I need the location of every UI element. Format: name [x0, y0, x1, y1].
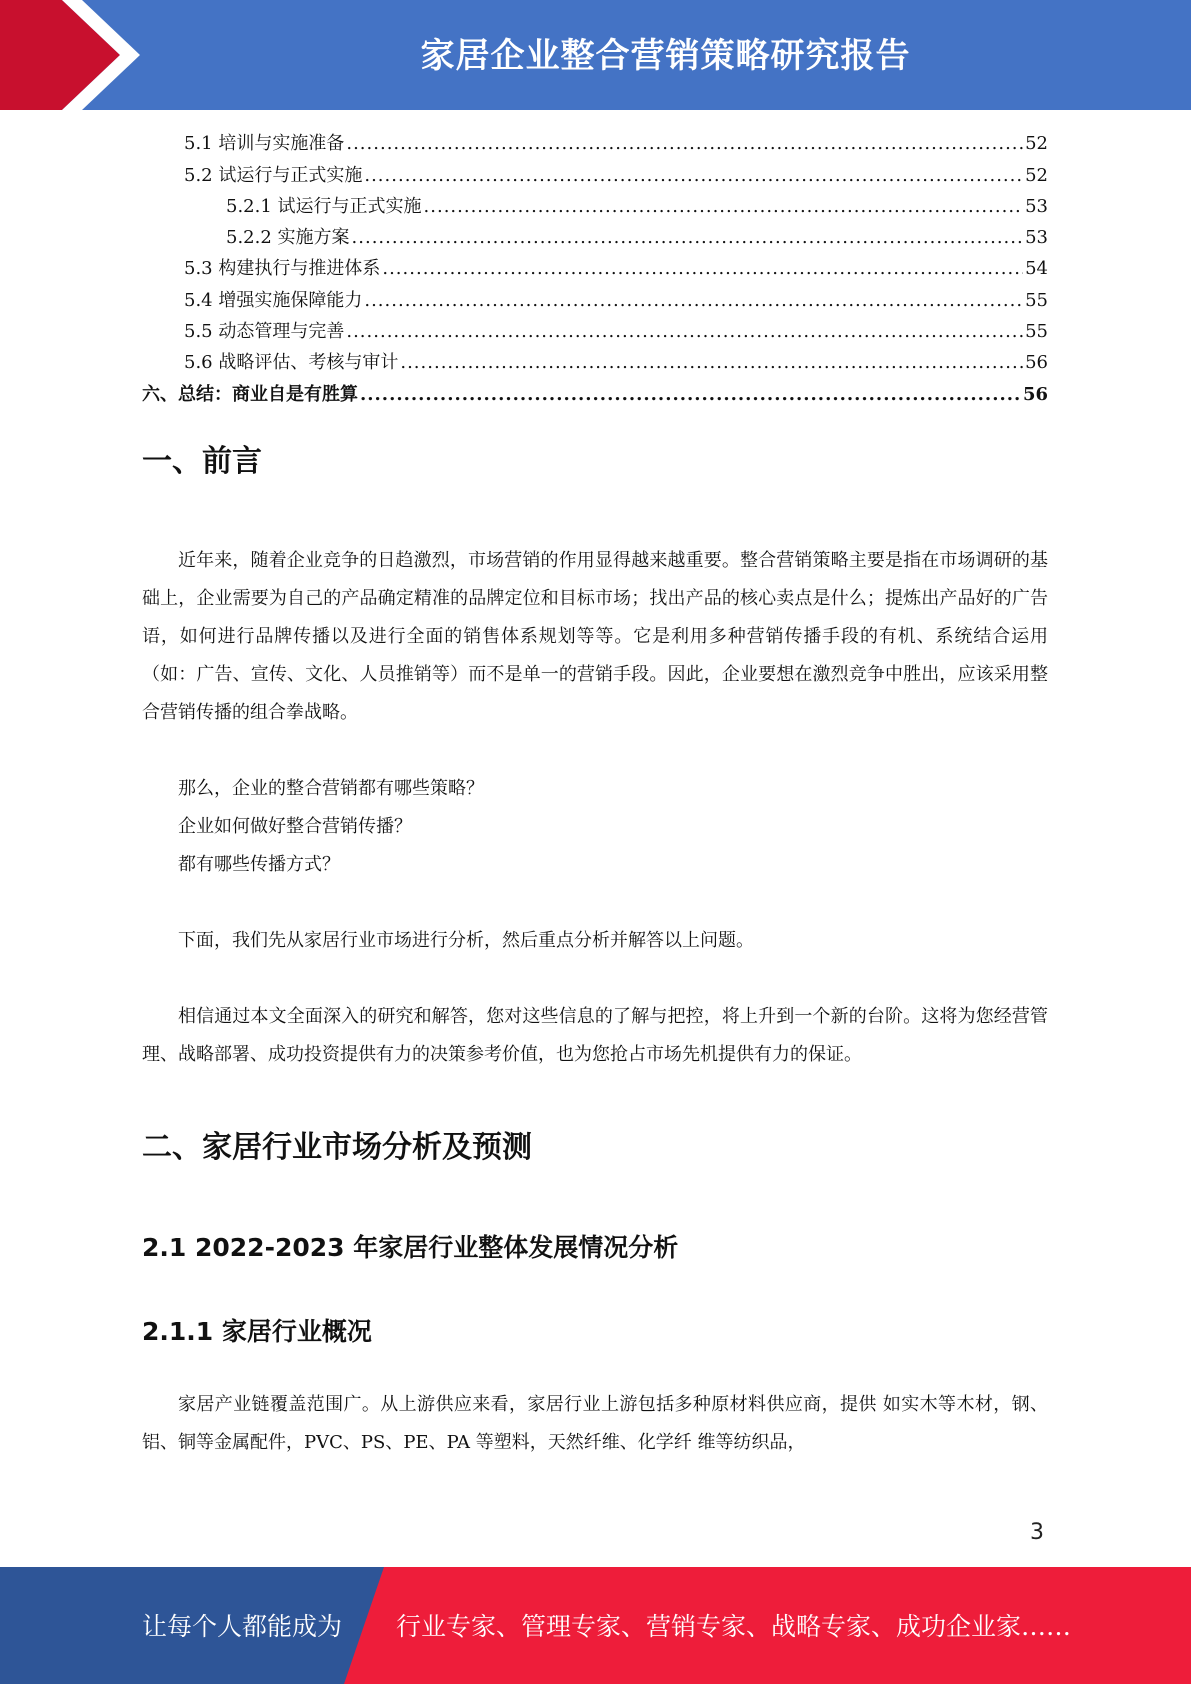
toc-entry-label: 六、总结：商业自是有胜算	[142, 383, 358, 405]
toc-entry-page: 56	[1022, 383, 1048, 405]
toc-entry[interactable]	[142, 159, 1048, 190]
toc-entry-page: 53	[1025, 227, 1048, 249]
toc-entry-label: 5.3 构建执行与推进体系	[184, 258, 381, 280]
toc-entry-page: 56	[1025, 352, 1048, 374]
section-heading-market-analysis: 二、家居行业市场分析及预测	[142, 1130, 532, 1165]
toc-entry[interactable]	[142, 378, 1048, 409]
toc-entry-page: 55	[1025, 321, 1048, 343]
toc-entry[interactable]	[142, 222, 1048, 253]
toc-leader-dots	[382, 253, 1023, 284]
table-of-contents	[142, 128, 1048, 410]
toc-entry[interactable]	[142, 316, 1048, 347]
question-1: 那么，企业的整合营销都有哪些策略？	[178, 778, 484, 799]
preface-paragraph-3: 相信通过本文全面深入的研究和解答，您对这些信息的了解与把控，将上升到一个新的台阶。这将为您经营管理、战略部署、成功投资提供有力的决策参考价值，也为您抢占市场先机提供有力的保证。	[142, 1006, 1048, 1065]
toc-entry[interactable]	[142, 128, 1048, 159]
toc-entry-label: 5.4 增强实施保障能力	[184, 289, 363, 311]
toc-leader-dots	[346, 128, 1023, 159]
toc-leader-dots	[364, 285, 1023, 316]
toc-leader-dots	[424, 191, 1024, 222]
footer-slogan-right: 行业专家、管理专家、营销专家、战略专家、成功企业家……	[396, 1612, 1072, 1641]
toc-entry[interactable]	[142, 347, 1048, 378]
toc-entry-label: 5.1 培训与实施准备	[184, 133, 345, 155]
preface-paragraph-2: 下面，我们先从家居行业市场进行分析，然后重点分析并解答以上问题。	[178, 930, 754, 951]
toc-entry-page: 52	[1025, 133, 1048, 155]
toc-entry-page: 53	[1025, 195, 1048, 217]
subsection-heading-2-1: 2.1 2022-2023 年家居行业整体发展情况分析	[142, 1233, 679, 1262]
subsection-heading-2-1-1: 2.1.1 家居行业概况	[142, 1317, 372, 1346]
toc-entry[interactable]	[142, 191, 1048, 222]
toc-entry-label: 5.5 动态管理与完善	[184, 321, 345, 343]
question-3: 都有哪些传播方式？	[178, 854, 340, 875]
footer-slogan-left: 让每个人都能成为	[142, 1612, 343, 1641]
page-number: 3	[1030, 1520, 1044, 1545]
toc-leader-dots	[346, 316, 1023, 347]
toc-entry-page: 55	[1025, 289, 1048, 311]
toc-leader-dots	[352, 222, 1024, 253]
toc-entry-label: 5.2.2 实施方案	[226, 227, 350, 249]
main-content	[142, 440, 1048, 1462]
document-title: 家居企业整合营销策略研究报告	[420, 36, 911, 76]
toc-entry-page: 52	[1025, 164, 1048, 186]
toc-entry[interactable]	[142, 284, 1048, 315]
toc-entry-page: 54	[1025, 258, 1048, 280]
question-2: 企业如何做好整合营销传播？	[178, 816, 412, 837]
toc-leader-dots	[364, 160, 1023, 191]
industry-overview-paragraph: 家居产业链覆盖范围广。从上游供应来看，家居行业上游包括多种原材料供应商，提供 如实木等木材，钢、铝、铜等金属配件，PVC、PS、PE、PA 等塑料，天然纤维、化学纤 维等纺织品，	[142, 1394, 1048, 1453]
toc-entry-label: 5.6 战略评估、考核与审计	[184, 352, 399, 374]
header-banner	[0, 0, 1191, 110]
preface-paragraph-1: 近年来，随着企业竞争的日趋激烈，市场营销的作用显得越来越重要。整合营销策略主要是指在市场调研的基础上，企业需要为自己的产品确定精准的品牌定位和目标市场；找出产品的核心卖点是什么；提炼出产品好的广告语，如何进行品牌传播以及进行全面的销售体系规划等等。它是利用多种营销传播手段的有机、系统结合运用（如：广告、宣传、文化、人员推销等）而不是单一的营销手段。因此，企业要想在激烈竞争中胜出，应该采用整合营销传播的组合拳战略。	[142, 550, 1048, 723]
toc-entry-label: 5.2.1 试运行与正式实施	[226, 195, 422, 217]
toc-leader-dots	[360, 379, 1021, 410]
toc-entry[interactable]	[142, 253, 1048, 284]
toc-entry-label: 5.2 试运行与正式实施	[184, 164, 363, 186]
toc-leader-dots	[400, 347, 1023, 378]
footer-banner	[0, 1567, 1191, 1684]
section-heading-preface: 一、前言	[142, 444, 262, 479]
